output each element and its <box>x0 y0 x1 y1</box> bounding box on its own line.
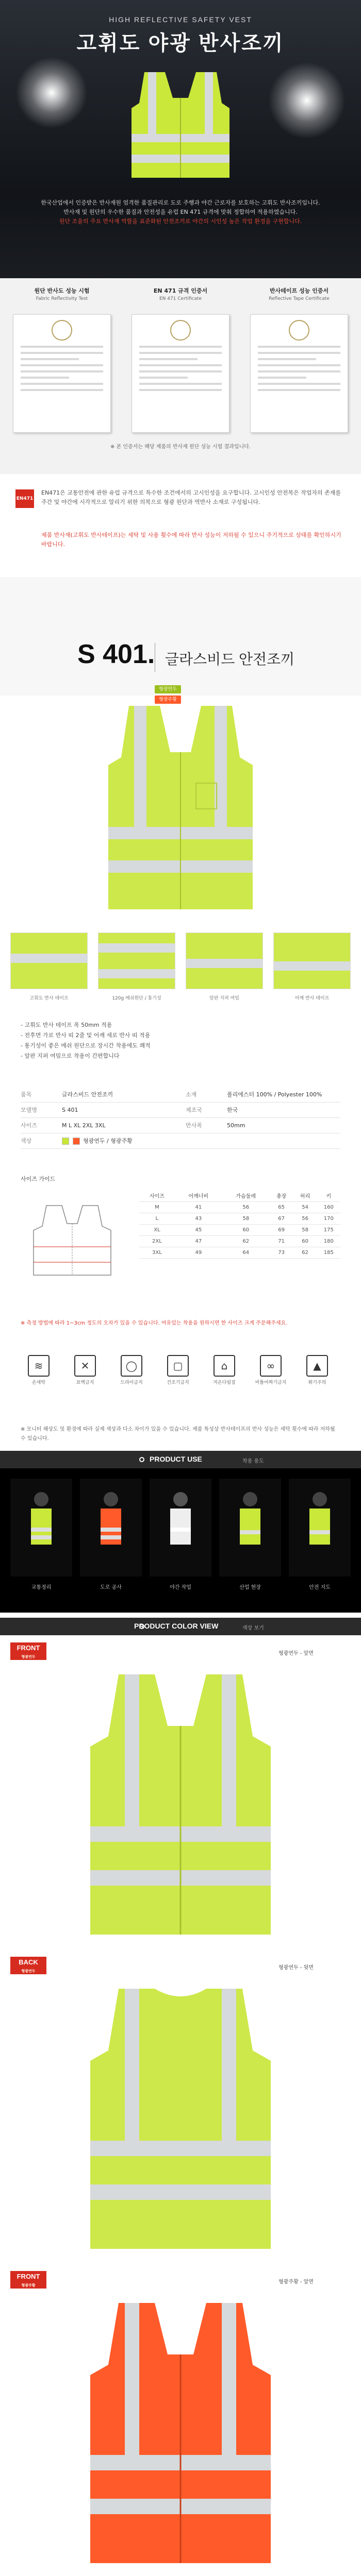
tag-sub: 형광주황 <box>21 2284 36 2287</box>
size-note: ※ 측정 방법에 따라 1~3cm 정도의 오차가 있을 수 있습니다. 여유있는 착용을 원하시면 한 사이즈 크게 주문해주세요. <box>21 1320 288 1326</box>
cert-label: 원단 반사도 성능 시험 <box>34 287 90 294</box>
spec-key: 소재 <box>186 1091 197 1098</box>
care-glyph: ✕ <box>74 1355 96 1377</box>
care-caption: 저온다림질 <box>213 1380 236 1385</box>
section-title: PRODUCT COLOR VIEW <box>134 1622 219 1630</box>
size-cell: 41 <box>175 1201 222 1213</box>
size-cell: L <box>139 1213 175 1224</box>
certificate-seal-icon <box>170 320 191 341</box>
size-cell: M <box>139 1201 175 1213</box>
care-caption: 건조기금지 <box>167 1380 189 1385</box>
feature-item: - 고휘도 반사 테이프 폭 50mm 적용 <box>21 1022 112 1028</box>
en471-info-section <box>0 474 361 577</box>
no-bleach-icon <box>67 1355 103 1385</box>
care-glyph: ▲ <box>306 1355 328 1377</box>
spec-value: 글라스비드 안전조끼 <box>62 1091 113 1098</box>
care-caption: 손세탁 <box>31 1380 46 1385</box>
use-image-industrial <box>219 1479 281 1577</box>
size-cell: 64 <box>222 1247 270 1258</box>
detail-thumbnails <box>0 922 361 1015</box>
wash-icon <box>21 1355 57 1385</box>
thumbnail-caption: 앞판 지퍼 여밈 <box>209 996 239 1001</box>
spec-value <box>62 1133 133 1149</box>
model-name: 글라스비드 안전조끼 <box>165 651 295 667</box>
size-row <box>139 1224 340 1235</box>
size-cell: 62 <box>293 1247 317 1258</box>
tag-label: FRONT <box>17 1644 40 1652</box>
size-cell: 2XL <box>139 1235 175 1247</box>
hero-vest-image <box>116 67 245 180</box>
size-table <box>139 1190 340 1259</box>
color-view-orange-front <box>0 2267 361 2576</box>
care-glyph: ⌂ <box>214 1355 235 1377</box>
use-caption: 교통정리 <box>31 1585 52 1590</box>
vest-lime-front-image <box>72 1669 289 1937</box>
thumbnail-mesh-fabric <box>98 933 175 989</box>
size-cell: 185 <box>317 1247 340 1258</box>
size-cell: 54 <box>293 1201 317 1213</box>
use-caption: 야간 작업 <box>170 1585 191 1590</box>
cert-note: ※ 본 인증서는 해당 제품의 반사재 원단 성능 시험 결과입니다. <box>110 444 251 450</box>
spec-key: 색상 <box>21 1138 32 1144</box>
model-number: S 401. <box>77 639 155 669</box>
use-caption: 도로 공사 <box>100 1585 122 1590</box>
view-caption: 형광주황 - 앞면 <box>278 2279 314 2285</box>
product-use-section <box>0 1468 361 1613</box>
size-cell: 67 <box>270 1213 293 1224</box>
spec-key: 제조국 <box>186 1107 202 1113</box>
color-swatch-lime[interactable] <box>62 1138 69 1145</box>
no-fire-icon <box>299 1355 335 1385</box>
size-row <box>139 1235 340 1247</box>
section-subtitle: 착용 용도 <box>242 1459 264 1464</box>
hero-title-en: HIGH REFLECTIVE SAFETY VEST <box>109 15 252 24</box>
size-cell: 60 <box>293 1235 317 1247</box>
care-caption: 비틀어짜기금지 <box>255 1380 287 1385</box>
cert-label: EN 471 규격 인증서 <box>153 287 208 294</box>
use-image-guide <box>289 1479 351 1577</box>
spec-row <box>21 1118 340 1133</box>
size-cell: 160 <box>317 1201 340 1213</box>
section-subtitle: 색상 보기 <box>242 1625 264 1631</box>
hero-title-ko: 고휘도 야광 반사조끼 <box>76 32 285 55</box>
tag-sub: 형광연두 <box>21 1655 36 1659</box>
care-glyph: ▢ <box>167 1355 189 1377</box>
size-row <box>139 1213 340 1224</box>
product-header <box>0 577 361 696</box>
feature-list <box>21 1020 340 1061</box>
thumbnail-caption: 어깨 반사 테이프 <box>294 996 330 1001</box>
care-glyph: ≋ <box>28 1355 50 1377</box>
spec-row <box>21 1103 340 1118</box>
certificate-seal-icon <box>52 320 72 341</box>
feature-description <box>0 1015 361 1087</box>
spec-value: 50mm <box>227 1122 245 1129</box>
care-glyph: ∞ <box>260 1355 282 1377</box>
no-wring-icon <box>253 1355 289 1385</box>
size-cell: 175 <box>317 1224 340 1235</box>
use-caption: 안전 지도 <box>309 1585 331 1590</box>
section-title: PRODUCT USE <box>150 1455 202 1463</box>
size-guide-section <box>0 1170 361 1417</box>
spec-table <box>0 1087 361 1170</box>
tag-label: FRONT <box>17 2273 40 2280</box>
cert-label: 반사테이프 성능 인증서 <box>270 287 329 294</box>
size-cell: 58 <box>222 1213 270 1224</box>
size-row <box>139 1247 340 1258</box>
tag-sub: 형광연두 <box>21 1970 36 1973</box>
certificate-document-1 <box>13 314 111 433</box>
tag-label: BACK <box>19 1958 38 1966</box>
spec-key: 품목 <box>21 1091 32 1098</box>
spec-value: 폴리에스터 100% / Polyester 100% <box>227 1091 322 1098</box>
thumbnail-reflective-tape <box>10 933 88 989</box>
view-caption: 형광연두 - 뒷면 <box>278 1965 314 1971</box>
use-image-traffic <box>10 1479 72 1577</box>
certificate-document-3 <box>250 314 348 433</box>
color-swatch-orange[interactable] <box>73 1138 80 1145</box>
main-vest-image <box>93 696 268 912</box>
spec-key: 반사폭 <box>186 1122 202 1129</box>
spec-value: 한국 <box>227 1107 238 1113</box>
spec-key: 사이즈 <box>21 1122 37 1129</box>
size-cell: 170 <box>317 1213 340 1224</box>
size-header: 어깨너비 <box>175 1190 222 1201</box>
use-image-night <box>150 1479 211 1577</box>
notice-section <box>0 1417 361 1453</box>
hero-desc-3: 원단 조율의 주요 반사재 역할을 표준화된 안전조끼로 야간의 시인성 높은 작업 환경을 구현합니다. <box>59 218 302 225</box>
cert-sub: Fabric Reflectivity Test <box>36 296 88 301</box>
size-cell: 71 <box>270 1235 293 1247</box>
color-view-header <box>0 1618 361 1635</box>
en471-badge-icon: EN471 <box>15 489 34 508</box>
care-caption: 화기주의 <box>308 1380 326 1385</box>
feature-item: - 앞판 지퍼 여밈으로 착용이 간편합니다 <box>21 1053 120 1059</box>
size-cell: 43 <box>175 1213 222 1224</box>
cert-item-1 <box>8 286 116 301</box>
no-tumble-icon <box>160 1355 196 1385</box>
spec-value: M L XL 2XL 3XL <box>62 1122 106 1129</box>
feature-item: - 통기성이 좋은 메쉬 원단으로 장시간 착용에도 쾌적 <box>21 1042 151 1049</box>
feature-item: - 전후면 가로 반사 띠 2줄 및 어깨 세로 반사 띠 적용 <box>21 1032 151 1039</box>
hero-description <box>21 198 340 226</box>
product-use-header <box>0 1451 361 1468</box>
color-badge-orange: 형광주황 <box>155 696 181 704</box>
main-product-image-section <box>0 687 361 922</box>
thumbnail-caption: 120g 메쉬원단 / 통기성 <box>112 996 161 1001</box>
size-cell: 73 <box>270 1247 293 1258</box>
front-tag <box>10 1642 46 1660</box>
size-header: 총장 <box>270 1190 293 1201</box>
color-view-lime-back <box>0 1953 361 2267</box>
care-glyph: ◯ <box>121 1355 142 1377</box>
spec-key: 모델명 <box>21 1107 37 1113</box>
size-cell: 45 <box>175 1224 222 1235</box>
size-title: 사이즈 가이드 <box>21 1176 56 1182</box>
size-header: 사이즈 <box>139 1190 175 1201</box>
size-header: 키 <box>317 1190 340 1201</box>
vest-orange-front-image <box>72 2298 289 2566</box>
spec-row <box>21 1087 340 1103</box>
reflective-warning: 제품 반사재(고휘도 반사테이프)는 세탁 및 사용 횟수에 따라 반사 성능이 저하될 수 있으니 주기적으로 상태를 확인하시기 바랍니다. <box>41 532 341 548</box>
headlight-glow-left <box>15 57 88 129</box>
size-cell: 58 <box>293 1224 317 1235</box>
thumbnail-shoulder <box>273 933 351 989</box>
size-cell: 65 <box>270 1201 293 1213</box>
spec-row <box>21 1133 340 1149</box>
view-caption: 형광연두 - 앞면 <box>278 1651 314 1656</box>
size-row <box>139 1201 340 1213</box>
hero-banner <box>0 0 361 278</box>
size-header: 가슴둘레 <box>222 1190 270 1201</box>
size-cell: 60 <box>222 1224 270 1235</box>
size-diagram <box>21 1200 124 1278</box>
color-badge-lime: 형광연두 <box>155 685 181 693</box>
headlight-glow-right <box>268 62 346 139</box>
size-cell: 3XL <box>139 1247 175 1258</box>
certificate-seal-icon <box>289 320 309 341</box>
size-header: 허리 <box>293 1190 317 1201</box>
cert-item-3 <box>245 286 353 301</box>
spec-value: S 401 <box>62 1107 78 1113</box>
back-tag <box>10 1957 46 1974</box>
use-image-road <box>80 1479 142 1577</box>
color-options-text: 형광연두 / 형광주황 <box>83 1138 133 1144</box>
hero-desc-1: 한국산업에서 인증받은 반사재원 엄격한 품질관리로 도로 주행과 야간 근로자를 보호하는 고휘도 반사조끼입니다. <box>41 199 320 206</box>
thumbnail-caption: 고휘도 반사 테이프 <box>29 996 69 1001</box>
size-cell: 49 <box>175 1247 222 1258</box>
size-cell: 47 <box>175 1235 222 1247</box>
size-cell: 56 <box>222 1201 270 1213</box>
no-dryclean-icon <box>113 1355 150 1385</box>
size-cell: 62 <box>222 1235 270 1247</box>
cert-item-2 <box>126 286 235 301</box>
thumbnail-zipper <box>186 933 263 989</box>
size-cell: 180 <box>317 1235 340 1247</box>
size-cell: XL <box>139 1224 175 1235</box>
cert-sub: EN 471 Certificate <box>159 296 202 301</box>
size-cell: 56 <box>293 1213 317 1224</box>
en471-description: EN471은 교통안전에 관한 유럽 규격으로 특수한 조건에서의 고시인성을 요구합니다. 고시인성 안전복은 작업자의 존재를 주간 및 야간에 시각적으로 알리기 위한 의복으로 형광 원단과 역반사 소재로 구성됩니다. <box>41 489 341 505</box>
color-view-lime-front <box>0 1638 361 1953</box>
certification-section <box>0 278 361 474</box>
size-cell: 69 <box>270 1224 293 1235</box>
care-caption: 드라이금지 <box>120 1380 143 1385</box>
cert-sub: Reflective Tape Certificate <box>269 296 330 301</box>
certificate-document-2 <box>132 314 229 433</box>
vest-lime-back-image <box>72 1984 289 2251</box>
section-dot-icon <box>139 1457 144 1462</box>
size-header-row <box>139 1190 340 1201</box>
low-iron-icon <box>206 1355 242 1385</box>
use-caption: 산업 현장 <box>239 1585 261 1590</box>
hero-desc-2: 반사재 및 원단의 우수한 품질과 안전성을 유럽 EN 471 규격에 맞춰 정합하여 적용하였습니다. <box>63 209 298 215</box>
front-tag <box>10 2271 46 2289</box>
notice-text: ※ 모니터 해상도 및 환경에 따라 실제 색상과 다소 차이가 있을 수 있습니다. 제품 특성상 반사테이프의 반사 성능은 세탁 횟수에 따라 저하될 수 있습니다. <box>21 1427 335 1442</box>
care-caption: 표백금지 <box>76 1380 94 1385</box>
